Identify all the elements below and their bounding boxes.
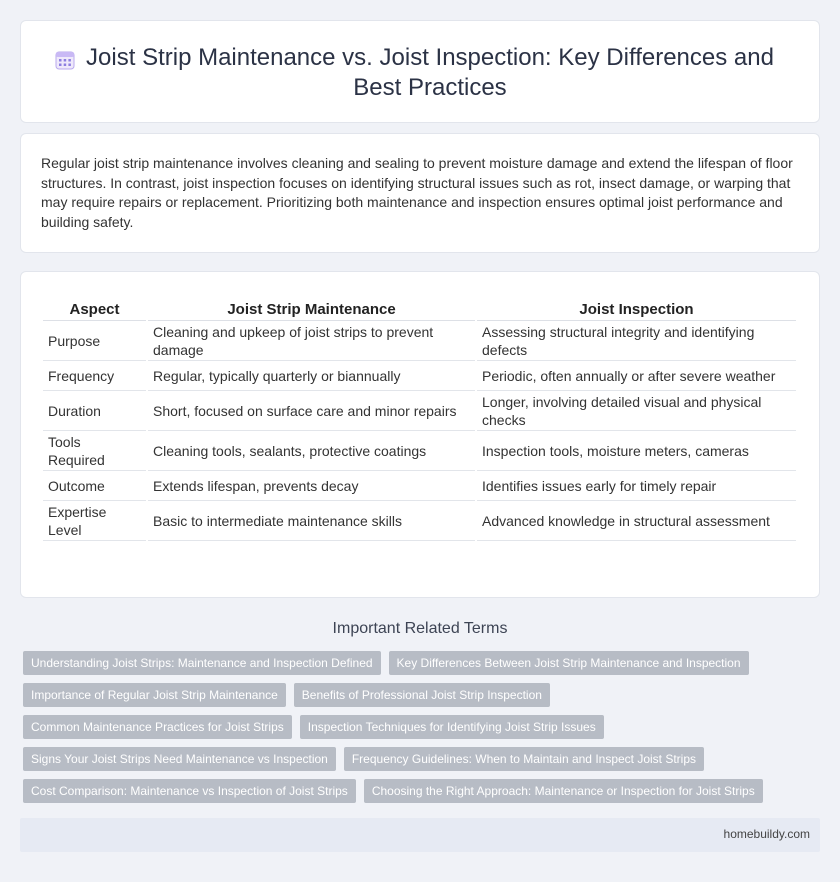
- cell-maintenance: Cleaning tools, sealants, protective coatings: [148, 431, 475, 471]
- related-term-tag[interactable]: Common Maintenance Practices for Joist Strips: [23, 715, 292, 739]
- table-row: [43, 321, 796, 361]
- related-terms-heading: Important Related Terms: [332, 620, 508, 637]
- cell-maintenance: Cleaning and upkeep of joist strips to prevent damage: [148, 321, 475, 361]
- cell-aspect: Tools Required: [43, 431, 146, 471]
- related-term-tag[interactable]: Signs Your Joist Strips Need Maintenance vs Inspection: [23, 747, 336, 771]
- title-card: [20, 20, 820, 123]
- related-term-tag[interactable]: Inspection Techniques for Identifying Joist Strip Issues: [300, 715, 604, 739]
- cell-inspection: Longer, involving detailed visual and physical checks: [477, 391, 796, 431]
- comparison-table: [41, 296, 798, 541]
- table-row: [43, 501, 796, 541]
- intro-card: [20, 133, 820, 253]
- cell-inspection: Assessing structural integrity and identifying defects: [477, 321, 796, 361]
- cell-maintenance: Short, focused on surface care and minor repairs: [148, 391, 475, 431]
- related-term-tag[interactable]: Key Differences Between Joist Strip Maintenance and Inspection: [389, 651, 749, 675]
- cell-aspect: Frequency: [43, 361, 146, 391]
- cell-inspection: Advanced knowledge in structural assessment: [477, 501, 796, 541]
- page-title: Joist Strip Maintenance vs. Joist Inspection: Key Differences and Best Practices: [86, 44, 774, 101]
- related-term-tag[interactable]: Cost Comparison: Maintenance vs Inspection of Joist Strips: [23, 779, 356, 803]
- cell-inspection: Identifies issues early for timely repair: [477, 471, 796, 501]
- cell-maintenance: Regular, typically quarterly or biannually: [148, 361, 475, 391]
- cell-aspect: Duration: [43, 391, 146, 431]
- cell-aspect: Expertise Level: [43, 501, 146, 541]
- related-terms-list: [23, 651, 813, 811]
- cell-aspect: Purpose: [43, 321, 146, 361]
- cell-maintenance: Basic to intermediate maintenance skills: [148, 501, 475, 541]
- header-inspection: Joist Inspection: [477, 296, 796, 321]
- header-aspect: Aspect: [43, 296, 146, 321]
- related-term-tag[interactable]: Choosing the Right Approach: Maintenance or Inspection for Joist Strips: [364, 779, 763, 803]
- table-row: [43, 361, 796, 391]
- comparison-card: [20, 271, 820, 598]
- footer: [20, 818, 820, 852]
- related-term-tag[interactable]: Understanding Joist Strips: Maintenance and Inspection Defined: [23, 651, 381, 675]
- cell-aspect: Outcome: [43, 471, 146, 501]
- related-term-tag[interactable]: Frequency Guidelines: When to Maintain and Inspect Joist Strips: [344, 747, 704, 771]
- cell-inspection: Inspection tools, moisture meters, cameras: [477, 431, 796, 471]
- table-row: [43, 431, 796, 471]
- table-header-row: [43, 296, 796, 321]
- related-term-tag[interactable]: Benefits of Professional Joist Strip Inspection: [294, 683, 550, 707]
- footer-site-link[interactable]: homebuildy.com: [723, 827, 810, 841]
- cell-inspection: Periodic, often annually or after severe weather: [477, 361, 796, 391]
- table-row: [43, 471, 796, 501]
- related-term-tag[interactable]: Importance of Regular Joist Strip Maintenance: [23, 683, 286, 707]
- intro-paragraph: Regular joist strip maintenance involves cleaning and sealing to prevent moisture damage and extend the lifespan of floor structures. In contrast, joist inspection focuses on identifying structural issues such as rot, insect damage, or warping that may require repairs or replacement. Prioritizing both maintenance and inspection ensures optimal joist performance and building safety.: [41, 155, 793, 230]
- cell-maintenance: Extends lifespan, prevents decay: [148, 471, 475, 501]
- header-maintenance: Joist Strip Maintenance: [148, 296, 475, 321]
- table-row: [43, 391, 796, 431]
